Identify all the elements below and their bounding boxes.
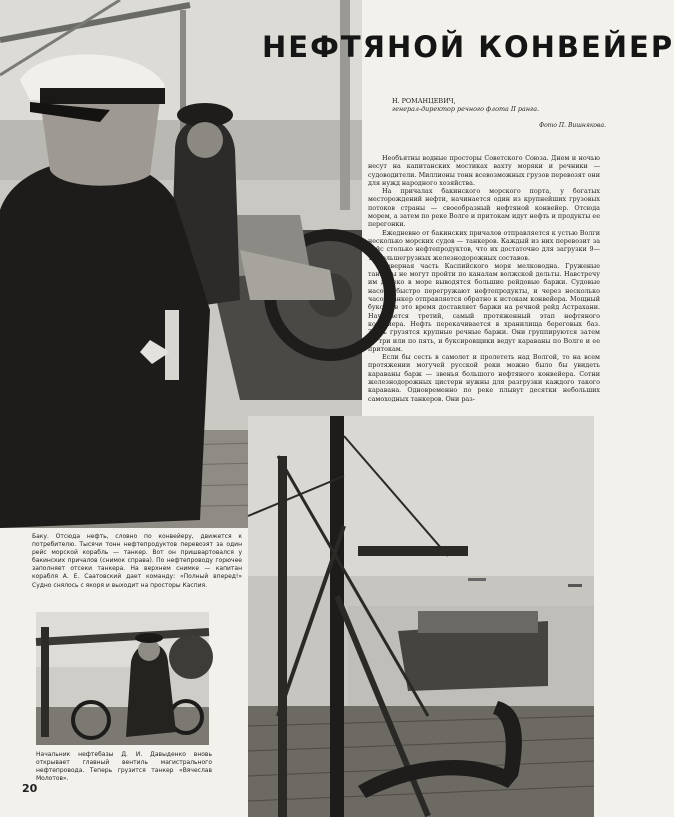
tanker-harbor-photo (248, 416, 594, 817)
body-paragraph: Ежедневно от бакинских причалов отправляется к устью Волги несколько морских судов — танкеров. Каждый из них перевозит за рейс столько нефтепродуктов, что их достаточно для загрузки 9—10 большегрузных железнодорожных составов. (368, 228, 600, 262)
oil-base-chief-photo (36, 612, 209, 745)
author-name: Н. РОМАНЦЕВИЧ, (392, 97, 456, 105)
photo-credit: Фото П. Вишнякова. (539, 122, 606, 129)
author-byline (392, 97, 602, 113)
body-paragraph: Необъятны водные просторы Советского Союза. Днем и ночью несут на капитанских мостиках вахту моряки и речники — судоводители. Миллионы тонн всевозможных грузов перевозят они для нужд народного хозяйства. (368, 154, 600, 187)
body-paragraph: На причалах бакинского морского порта, у богатых месторождений нефти, начинается один из крупнейших грузовых потоков страны — своеобразный нефтяной конвейер. Отсюда морем, а затем по реке Волге и притокам идут нефть и продукты ее перегонки. (368, 187, 600, 229)
body-paragraph: Северная часть Каспийского моря мелководна. Груженые танкеры не могут пройти по каналам волжской дельты. Навстречу им далеко в море выводятся большие рейдовые баржи. Судовые насосы быстро перегружают нефтепродукты, и через несколько часов танкер отправляется обратно к истокам конвейера. Мощный буксир в это время доставляет баржи на речной рейд Астрахани. Начинается третий, самый протяженный этап нефтяного конвейера. Нефть перекачивается в хранилища береговых баз. Здесь грузятся крупные речные баржи. Они группируются затем по три или по пять, и буксировщики ведут караваны по Волге и ее притокам. (368, 261, 600, 353)
article-title: НЕФТЯНОЙ КОНВЕЙЕР (262, 30, 674, 64)
page-number: 20 (22, 782, 38, 795)
author-role: генерал-директор речного флота II ранга. (392, 105, 540, 113)
body-paragraph: Если бы сесть в самолет и пролететь над Волгой, то на всем протяжении могучей русской реки можно было бы увидеть караваны барж — звенья большого нефтяного конвейера. Сотни железнодорожных цистерн нужны для разгрузки каждого такого каравана. Одновременно по реке плывут десятки небольших самоходных танкеров. Они раз- (368, 353, 600, 403)
article-body (368, 154, 600, 403)
oil-base-photo-caption: Начальник нефтебазы Д. И. Давыденко вновь открывает главный вентиль магистрального нефтепровода. Теперь грузится танкер «Вячеслав Молотов». (36, 751, 212, 783)
captain-photo-caption: Баку. Отсюда нефть, словно по конвейеру, движется к потребителю. Тысячи тонн нефтепродуктов перевозят за один рейс морской корабль — танкер. Вот он пришвартовался у бакинских причалов (снимок справа). По нефтепроводу горючее заполняет отсеки танкера. На верхнем снимке — капитан корабля А. Е. Саатовский дает команду: «Полный вперед!» Судно снялось с якоря и выходит на просторы Каспия. (32, 533, 242, 589)
